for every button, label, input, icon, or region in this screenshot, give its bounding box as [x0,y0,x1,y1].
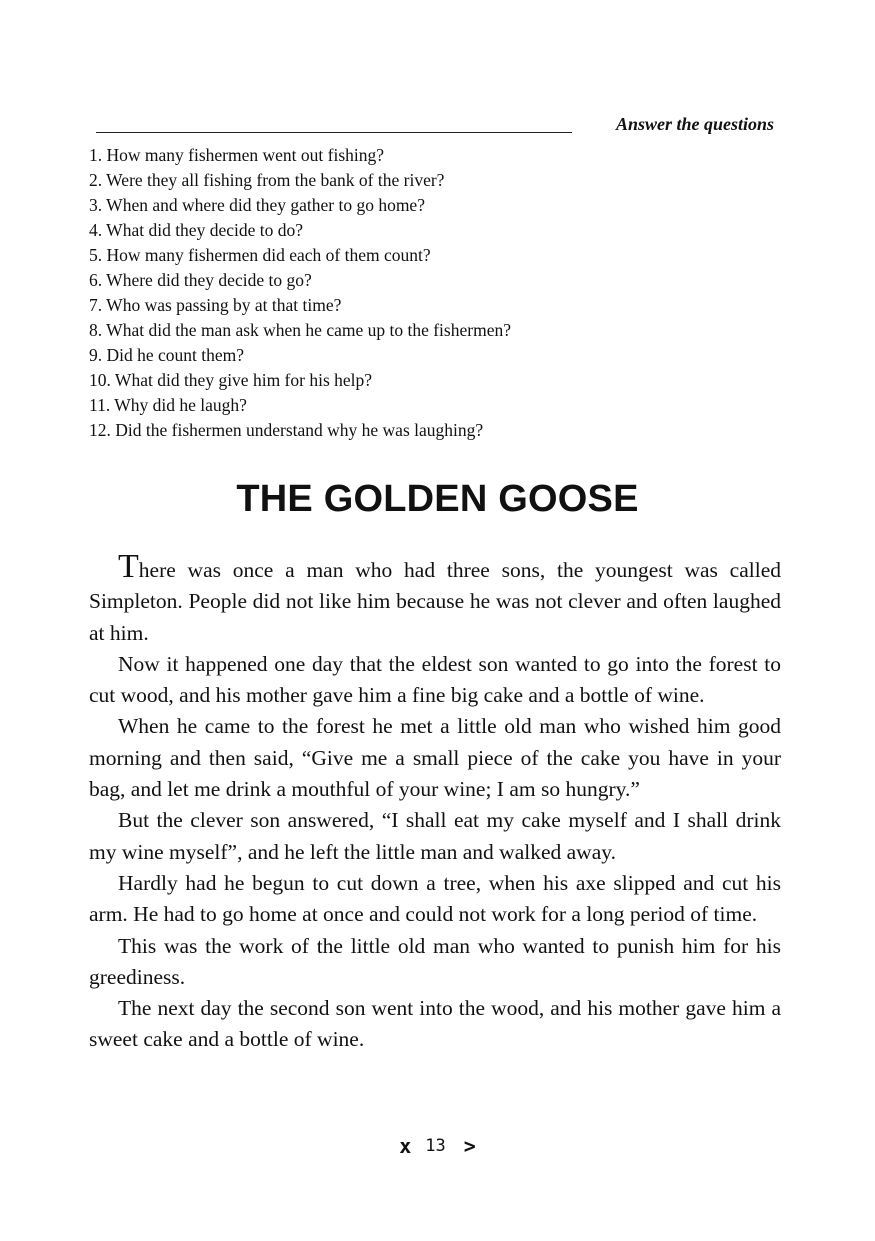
story-paragraph: But the clever son answered, “I shall eat my cake myself and I shall drink my wine myself”, and he left the little man and walked away. [89,808,781,864]
section-label: Answer the questions [615,114,774,134]
question-item: 10. What did they give him for his help? [89,370,373,390]
right-ornament-icon: > [463,1134,476,1158]
story-paragraph [89,548,781,649]
question-item: 9. Did he count them? [89,345,245,365]
question-item: 11. Why did he laugh? [89,395,247,415]
question-item: 2. Were they all fishing from the bank of the river? [89,170,445,190]
story-paragraph: Now it happened one day that the eldest son wanted to go into the forest to cut wood, and his mother gave him a fine big cake and a bottle of wine. [89,651,781,708]
page-footer [0,1134,875,1158]
question-item: 5. How many fishermen did each of them count? [89,245,431,265]
paragraph-text: here was once a man who had three sons, the youngest was called Simpleton. People did not like him because he was not clever and often laughed at him. [89,558,781,645]
question-item: 12. Did the fishermen understand why he was laughing? [89,420,484,440]
question-item: 4. What did they decide to do? [89,220,303,240]
story-paragraph: The next day the second son went into the wood, and his mother gave him a sweet cake and a bottle of wine. [89,996,781,1052]
story-paragraph: When he came to the forest he met a little old man who wished him good morning and then said, “Give me a small piece of the cake you have in your bag, and let me drink a mouthful of your wine; I am so hungry.” [89,714,781,802]
story-body [89,548,781,1056]
left-ornament-icon: x [399,1134,412,1158]
question-item: 8. What did the man ask when he came up to the fishermen? [89,320,511,340]
story-paragraph: This was the work of the little old man who wanted to punish him for his greediness. [89,933,781,989]
question-item: 1. How many fishermen went out fishing? [89,145,385,165]
question-list [89,143,511,443]
story-paragraph: Hardly had he begun to cut down a tree, when his axe slipped and cut his arm. He had to go home at once and could not work for a long period of time. [89,870,781,927]
drop-cap: T [118,548,139,585]
story-title: THE GOLDEN GOOSE [236,478,639,520]
question-item: 3. When and where did they gather to go home? [89,195,425,215]
question-item: 7. Who was passing by at that time? [89,295,342,315]
question-item: 6. Where did they decide to go? [89,270,312,290]
header-rule [96,132,572,133]
page-number: 13 [425,1136,446,1156]
section-header [96,112,776,138]
